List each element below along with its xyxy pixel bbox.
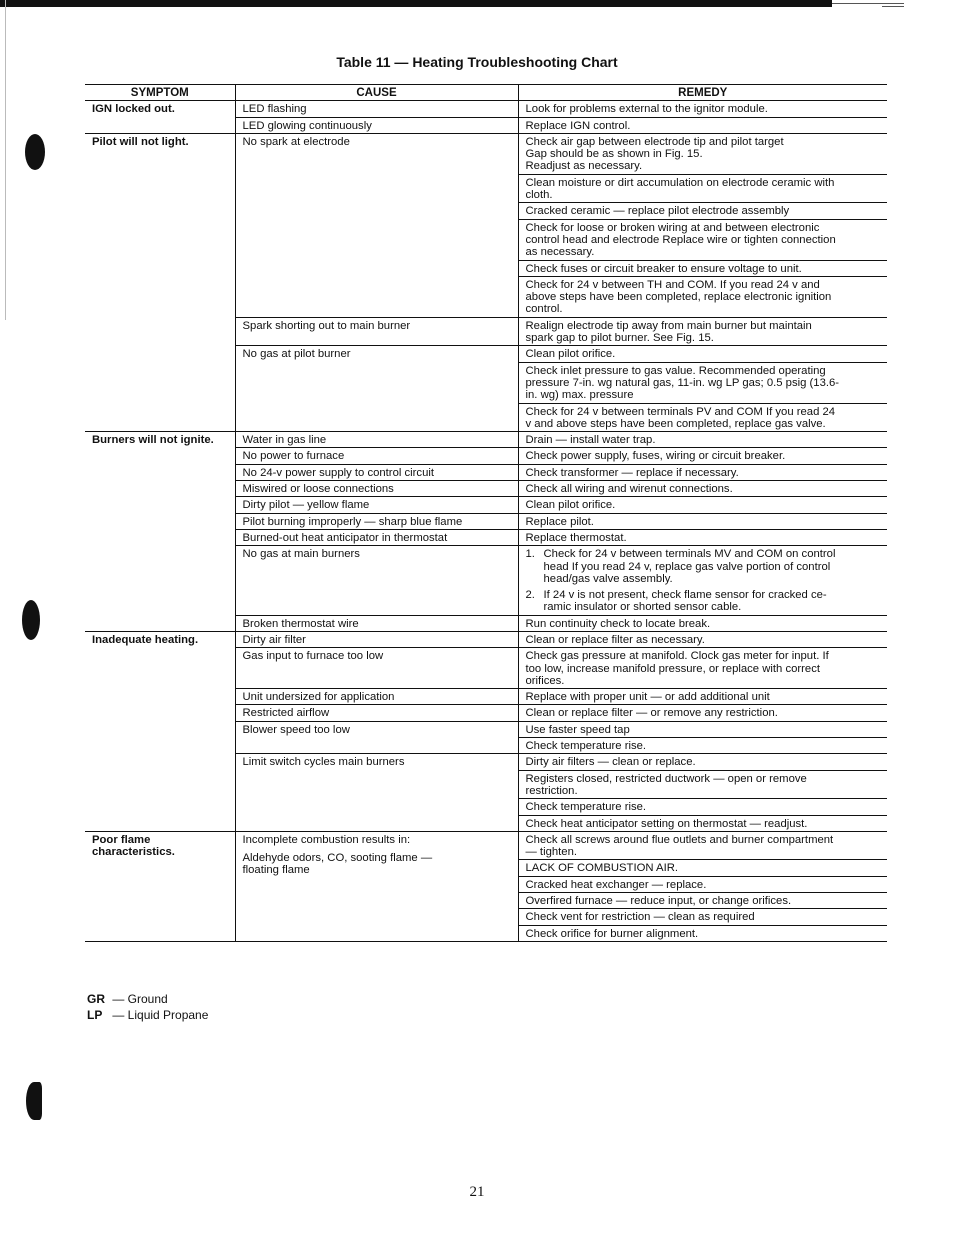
remedy-cell <box>518 909 887 925</box>
table-row <box>85 831 887 860</box>
table-title: Table 11 — Heating Troubleshooting Chart <box>336 54 618 70</box>
page-number: 21 <box>469 1184 485 1200</box>
table-row <box>85 432 887 448</box>
legend-abbr: LP <box>87 1008 103 1022</box>
text-line: Miswired or loose connections <box>242 483 394 496</box>
binder-hole-mark <box>25 134 45 170</box>
text-line: Clean or replace filter — or remove any restriction. <box>525 707 778 720</box>
left-margin-rule <box>5 0 6 320</box>
text-line: Check for 24 v between terminals MV and COM on control <box>543 548 836 561</box>
cause-cell <box>235 546 518 615</box>
top-rule-tail <box>832 3 904 4</box>
text-line: No power to furnace <box>242 450 345 463</box>
symptom-cell: Burners will not ignite. <box>85 432 235 632</box>
remedy-cell <box>518 754 887 770</box>
text-line: Limit switch cycles main burners <box>242 756 405 769</box>
cause-cell <box>235 432 518 448</box>
remedy-cell <box>518 738 887 754</box>
remedy-text <box>544 548 836 585</box>
text-line: Clean pilot orifice. <box>525 348 616 361</box>
text-line: Check for loose or broken wiring at and between electronic <box>525 221 820 234</box>
binder-hole-mark <box>22 600 40 640</box>
remedy-number: 2. <box>525 589 535 602</box>
top-rule <box>0 0 832 7</box>
text-line: LED glowing continuously <box>242 119 372 132</box>
text-line: in. wg) max. pressure <box>525 389 634 402</box>
symptom-cell: Inadequate heating. <box>85 631 235 831</box>
cause-cell <box>235 648 518 689</box>
cause-cell <box>235 705 518 721</box>
text-line: ramic insulator or shorted sensor cable. <box>543 601 742 614</box>
text-line: cloth. <box>525 189 553 202</box>
text-line: Check for 24 v between terminals PV and COM If you read 24 <box>525 405 836 418</box>
text-line: Broken thermostat wire <box>242 617 359 630</box>
cause-cell <box>235 754 518 831</box>
text-line: Gas input to furnace too low <box>242 650 384 663</box>
symptom-cell: IGN locked out. <box>85 101 235 134</box>
text-line: Cracked ceramic — replace pilot electrode assembly <box>525 205 790 218</box>
text-line: Check transformer — replace if necessary. <box>525 466 739 479</box>
legend-item <box>87 991 208 1007</box>
text-line: Drain — install water trap. <box>525 434 656 447</box>
cause-cell <box>235 615 518 631</box>
text-line: above steps have been completed, replace electronic ignition <box>525 291 832 304</box>
cause-cell <box>235 831 518 941</box>
text-line: Readjust as necessary. <box>525 160 643 173</box>
text-line: Overfired furnace — reduce input, or change orifices. <box>525 895 792 908</box>
text-line: restriction. <box>525 784 578 797</box>
text-line: No 24-v power supply to control circuit <box>242 466 435 479</box>
text-line: Replace IGN control. <box>525 119 631 132</box>
text-line: Unit undersized for application <box>242 691 395 704</box>
remedy-text <box>544 589 827 614</box>
remedy-cell <box>518 925 887 941</box>
text-line: Burned-out heat anticipator in thermostat <box>242 531 448 544</box>
remedy-cell <box>518 362 887 403</box>
remedy-cell <box>518 546 887 615</box>
cause-cell <box>235 117 518 133</box>
text-line: Check orifice for burner alignment. <box>525 927 699 940</box>
text-line: Spark shorting out to main burner <box>242 319 411 332</box>
legend <box>87 991 208 1023</box>
text-line: Registers closed, restricted ductwork — open or remove <box>525 772 807 785</box>
remedy-cell <box>518 513 887 529</box>
remedy-header: REMEDY <box>518 85 887 101</box>
text-line: Replace thermostat. <box>525 531 627 544</box>
legend-item <box>87 1007 208 1023</box>
text-line: If 24 v is not present, check flame sensor for cracked ce- <box>543 589 827 602</box>
text-line: Clean moisture or dirt accumulation on electrode ceramic with <box>525 176 835 189</box>
remedy-number: 1. <box>525 548 535 561</box>
text-line: Replace pilot. <box>525 515 594 528</box>
top-rule-short <box>882 6 904 7</box>
text-line: Check temperature rise. <box>525 801 647 814</box>
remedy-cell <box>518 831 887 860</box>
text-line: LACK OF COMBUSTION AIR. <box>525 862 679 875</box>
text-line: pressure 7-in. wg natural gas, 11-in. wg LP gas; 0.5 psig (13.6- <box>525 376 840 389</box>
text-line: Check air gap between electrode tip and pilot target <box>525 135 784 148</box>
remedy-cell <box>518 260 887 276</box>
text-line: head/gas valve assembly. <box>543 572 673 585</box>
remedy-cell <box>518 448 887 464</box>
cause-cell <box>235 464 518 480</box>
text-line: v and above steps have been completed, replace gas valve. <box>525 417 826 430</box>
text-line: Run continuity check to locate break. <box>525 617 711 630</box>
text-line: Check heat anticipator setting on thermostat — readjust. <box>525 817 808 830</box>
text-line: No spark at electrode <box>242 135 350 148</box>
text-line: Cracked heat exchanger — replace. <box>525 878 707 891</box>
remedy-cell <box>518 117 887 133</box>
remedy-cell <box>518 481 887 497</box>
text-line: — tighten. <box>525 846 577 859</box>
remedy-cell <box>518 133 887 174</box>
text-line: control head and electrode Replace wire or tighten connection <box>525 233 836 246</box>
text-line: Water in gas line <box>242 434 327 447</box>
numbered-remedy <box>526 548 884 585</box>
text-line: Replace with proper unit — or add additional unit <box>525 691 770 704</box>
cause-cell <box>235 529 518 545</box>
symptom-cell: Poor flame characteristics. <box>85 831 235 941</box>
remedy-cell <box>518 876 887 892</box>
table-body <box>85 101 887 942</box>
remedy-cell <box>518 815 887 831</box>
remedy-cell <box>518 497 887 513</box>
table-row <box>85 101 887 117</box>
text-line: too low, increase manifold pressure, or replace with correct <box>525 662 820 675</box>
text-line: Dirty pilot — yellow flame <box>242 499 370 512</box>
text-line: Pilot burning improperly — sharp blue flame <box>242 515 463 528</box>
remedy-cell <box>518 432 887 448</box>
cause-header: CAUSE <box>235 85 518 101</box>
remedy-cell <box>518 860 887 876</box>
text-line: Check power supply, fuses, wiring or circuit breaker. <box>525 450 786 463</box>
remedy-cell <box>518 529 887 545</box>
legend-text: — Ground <box>112 992 168 1006</box>
cause-cell <box>235 689 518 705</box>
cause-cell <box>235 448 518 464</box>
remedy-cell <box>518 648 887 689</box>
text-line: orifices. <box>525 674 565 687</box>
cause-cell <box>235 317 518 346</box>
cause-subtext <box>243 852 514 877</box>
text-line: Gap should be as shown in Fig. 15. <box>525 148 703 161</box>
cause-cell <box>235 513 518 529</box>
text-line: Check inlet pressure to gas value. Recommended operating <box>525 364 826 377</box>
cause-cell <box>235 497 518 513</box>
remedy-cell <box>518 219 887 260</box>
text-line: Restricted airflow <box>242 707 330 720</box>
remedy-cell <box>518 770 887 799</box>
text-line: Check all screws around flue outlets and burner compartment <box>525 833 834 846</box>
remedy-cell <box>518 101 887 117</box>
remedy-cell <box>518 203 887 219</box>
binder-hole-mark <box>26 1082 42 1120</box>
text-line: Realign electrode tip away from main burner but maintain <box>525 319 812 332</box>
text-line: Clean or replace filter as necessary. <box>525 633 705 646</box>
text-line: Blower speed too low <box>242 723 350 736</box>
text-line: Aldehyde odors, CO, sooting flame — <box>242 852 433 865</box>
remedy-cell <box>518 276 887 317</box>
remedy-cell <box>518 174 887 203</box>
legend-text: — Liquid Propane <box>112 1008 209 1022</box>
remedy-cell <box>518 799 887 815</box>
legend-abbr: GR <box>87 992 105 1006</box>
text-line: No gas at main burners <box>242 548 360 561</box>
remedy-cell <box>518 346 887 362</box>
text-line: as necessary. <box>525 246 595 259</box>
remedy-cell <box>518 464 887 480</box>
table-header-row <box>85 85 887 101</box>
text-line: floating flame <box>242 864 310 877</box>
text-line: Use faster speed tap <box>525 723 630 736</box>
text-line: Check fuses or circuit breaker to ensure voltage to unit. <box>525 262 802 275</box>
text-line: Check for 24 v between TH and COM. If you read 24 v and <box>525 278 820 291</box>
cause-cell <box>235 101 518 117</box>
remedy-cell <box>518 721 887 737</box>
remedy-cell <box>518 893 887 909</box>
text-line: Check all wiring and wirenut connections. <box>525 483 733 496</box>
cause-cell <box>235 133 518 317</box>
text-line: head If you read 24 v, replace gas valve portion of control <box>543 560 831 573</box>
numbered-remedy <box>526 589 884 614</box>
text-line: Dirty air filters — clean or replace. <box>525 756 696 769</box>
text-line: No gas at pilot burner <box>242 348 351 361</box>
text-line: Check temperature rise. <box>525 740 647 753</box>
symptom-header: SYMPTOM <box>85 85 235 101</box>
text-line: LED flashing <box>242 103 307 116</box>
symptom-cell: Pilot will not light. <box>85 133 235 431</box>
table-row <box>85 631 887 647</box>
remedy-cell <box>518 403 887 432</box>
remedy-cell <box>518 689 887 705</box>
text-line: Incomplete combustion results in: <box>242 833 411 846</box>
remedy-cell <box>518 631 887 647</box>
text-line: control. <box>525 303 563 316</box>
text-line: Check vent for restriction — clean as required <box>525 911 755 924</box>
remedy-cell <box>518 705 887 721</box>
cause-cell <box>235 721 518 754</box>
cause-cell <box>235 481 518 497</box>
cause-cell <box>235 631 518 647</box>
troubleshooting-table <box>85 84 887 942</box>
table-row <box>85 133 887 174</box>
text-line: Clean pilot orifice. <box>525 499 616 512</box>
text-line: Dirty air filter <box>242 633 306 646</box>
cause-cell <box>235 346 518 432</box>
text-line: Check gas pressure at manifold. Clock gas meter for input. If <box>525 650 829 663</box>
text-line: Look for problems external to the ignitor module. <box>525 103 768 116</box>
remedy-cell <box>518 615 887 631</box>
text-line: spark gap to pilot burner. See Fig. 15. <box>525 332 714 345</box>
remedy-cell <box>518 317 887 346</box>
